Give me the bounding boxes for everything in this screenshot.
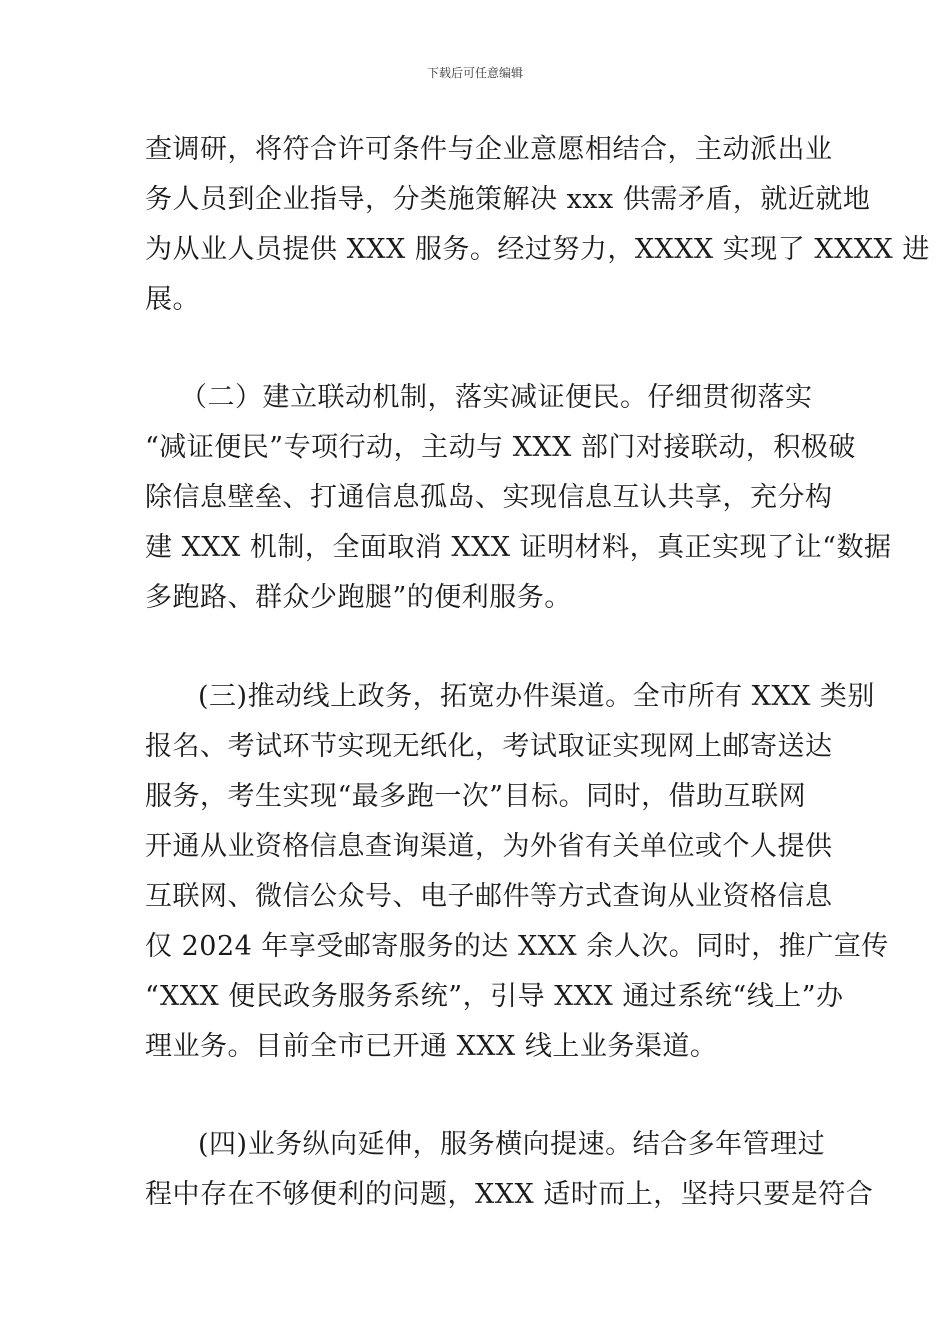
paragraph-2-line-2: “减证便民”专项行动，主动与 XXX 部门对接联动，积极破 <box>145 432 856 463</box>
page-header-note: 下载后可任意编辑 <box>426 66 523 80</box>
paragraph-2-line-5: 多跑路、群众少跑腿”的便利服务。 <box>145 582 572 613</box>
paragraph-3-line-1: (三)推动线上政务，拓宽办件渠道。全市所有 XXX 类别 <box>198 681 875 712</box>
paragraph-2-line-1: （二）建立联动机制，落实减证便民。仔细贯彻落实 <box>180 382 813 413</box>
paragraph-3-line-5: 互联网、微信公众号、电子邮件等方式查询从业资格信息 <box>145 881 833 912</box>
paragraph-1-line-2: 务人员到企业指导，分类施策解决 xxx 供需矛盾，就近就地 <box>145 184 871 215</box>
paragraph-3-line-7: “XXX 便民政务服务系统”，引导 XXX 通过系统“线上”办 <box>145 981 844 1012</box>
paragraph-1-line-4: 展。 <box>145 284 200 315</box>
paragraph-1-line-3: 为从业人员提供 XXX 服务。经过努力，XXXX 实现了 XXXX 进 <box>145 234 930 265</box>
paragraph-3-line-2: 报名、考试环节实现无纸化，考试取证实现网上邮寄送达 <box>145 731 833 762</box>
paragraph-2-line-4: 建 XXX 机制，全面取消 XXX 证明材料，真正实现了让“数据 <box>145 532 892 563</box>
paragraph-2-line-3: 除信息壁垒、打通信息孤岛、实现信息互认共享，充分构 <box>145 482 833 513</box>
paragraph-3-line-4: 开通从业资格信息查询渠道，为外省有关单位或个人提供 <box>145 831 833 862</box>
paragraph-3-line-6: 仅 2024 年享受邮寄服务的达 XXX 余人次。同时，推广宣传 <box>145 931 889 962</box>
paragraph-3-line-3: 服务，考生实现“最多跑一次”目标。同时，借助互联网 <box>145 781 807 812</box>
paragraph-1-line-1: 查调研，将符合许可条件与企业意愿相结合，主动派出业 <box>145 134 833 165</box>
paragraph-4-line-2: 程中存在不够便利的问题，XXX 适时而上，坚持只要是符合 <box>145 1179 874 1210</box>
paragraph-3-line-8: 理业务。目前全市已开通 XXX 线上业务渠道。 <box>145 1031 718 1062</box>
paragraph-4-line-1: (四)业务纵向延伸，服务横向提速。结合多年管理过 <box>198 1129 826 1160</box>
